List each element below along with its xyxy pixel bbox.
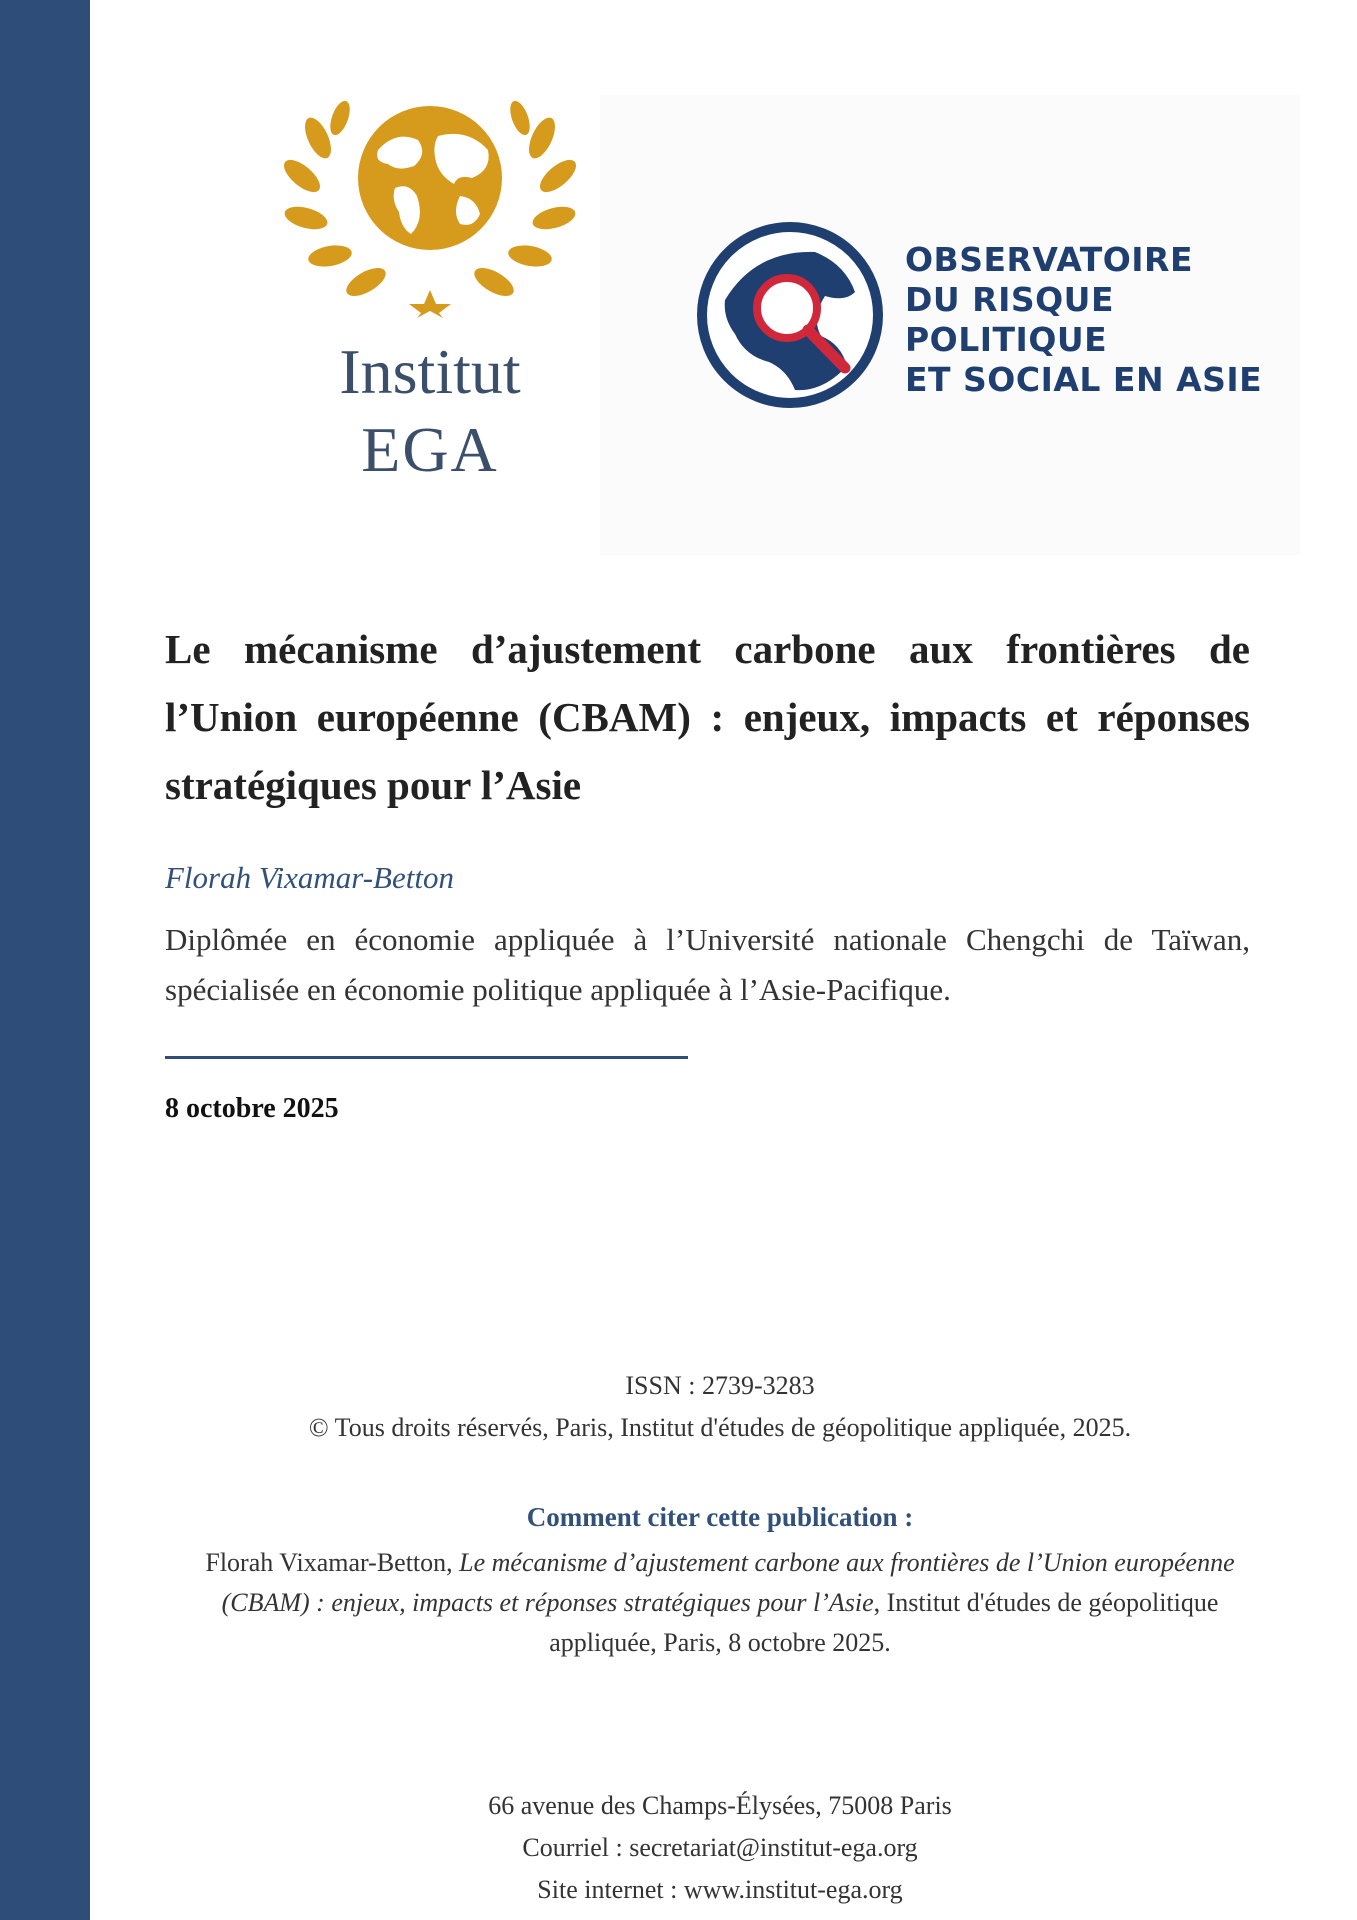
observatoire-wordmark: [905, 240, 1262, 400]
email-line[interactable]: Courriel : secretariat@institut-ega.org: [522, 1833, 918, 1862]
observatoire-line-2: DU RISQUE: [905, 280, 1115, 319]
globe-magnifier-icon: [695, 220, 885, 410]
left-sidebar-band: [0, 0, 90, 1920]
observatoire-logo: [600, 95, 1300, 555]
observatoire-line-3: POLITIQUE: [905, 320, 1108, 359]
logo-word-institut: Institut: [339, 336, 521, 407]
section-divider: [165, 1056, 688, 1059]
observatoire-line-4: ET SOCIAL EN ASIE: [905, 360, 1263, 399]
citation-text: [165, 1543, 1275, 1663]
citation-heading: Comment citer cette publication :: [526, 1502, 914, 1532]
citation-publisher-part2: appliquée, Paris, 8 octobre 2025.: [549, 1628, 891, 1657]
issn-block: [165, 1365, 1275, 1449]
contact-address: [165, 1785, 1275, 1911]
citation-title-part2: (CBAM) : enjeux, impacts et réponses stratégiques pour l’Asie: [221, 1588, 874, 1617]
observatoire-line-1: OBSERVATOIRE: [905, 240, 1193, 279]
institut-ega-logo: [270, 78, 590, 488]
citation-publisher-part1: , Institut d'études de géopolitique: [873, 1588, 1219, 1617]
issn-number: ISSN : 2739-3283: [625, 1371, 815, 1400]
author-name: Florah Vixamar-Betton: [165, 860, 454, 895]
publication-date: 8 octobre 2025: [165, 1093, 339, 1124]
author-bio: Diplômée en économie appliquée à l’Université nationale Chengchi de Taïwan, spécialisée en économie politique appliquée à l’Asie-Pacifique.: [165, 922, 1250, 1007]
website-line[interactable]: Site internet : www.institut-ega.org: [537, 1875, 903, 1904]
logo-word-ega: EGA: [361, 414, 499, 485]
document-title: Le mécanisme d’ajustement carbone aux frontières de l’Union européenne (CBAM) : enjeux, impacts et réponses stratégiques pour l’Asie: [165, 626, 1250, 808]
street-address: 66 avenue des Champs-Élysées, 75008 Paris: [488, 1791, 952, 1820]
citation-author: Florah Vixamar-Betton,: [205, 1548, 460, 1577]
citation-title-part1: Le mécanisme d’ajustement carbone aux frontières de l’Union européenne: [459, 1548, 1235, 1577]
laurel-globe-icon: [270, 78, 590, 318]
copyright-notice: © Tous droits réservés, Paris, Institut d'études de géopolitique appliquée, 2025.: [308, 1413, 1132, 1442]
